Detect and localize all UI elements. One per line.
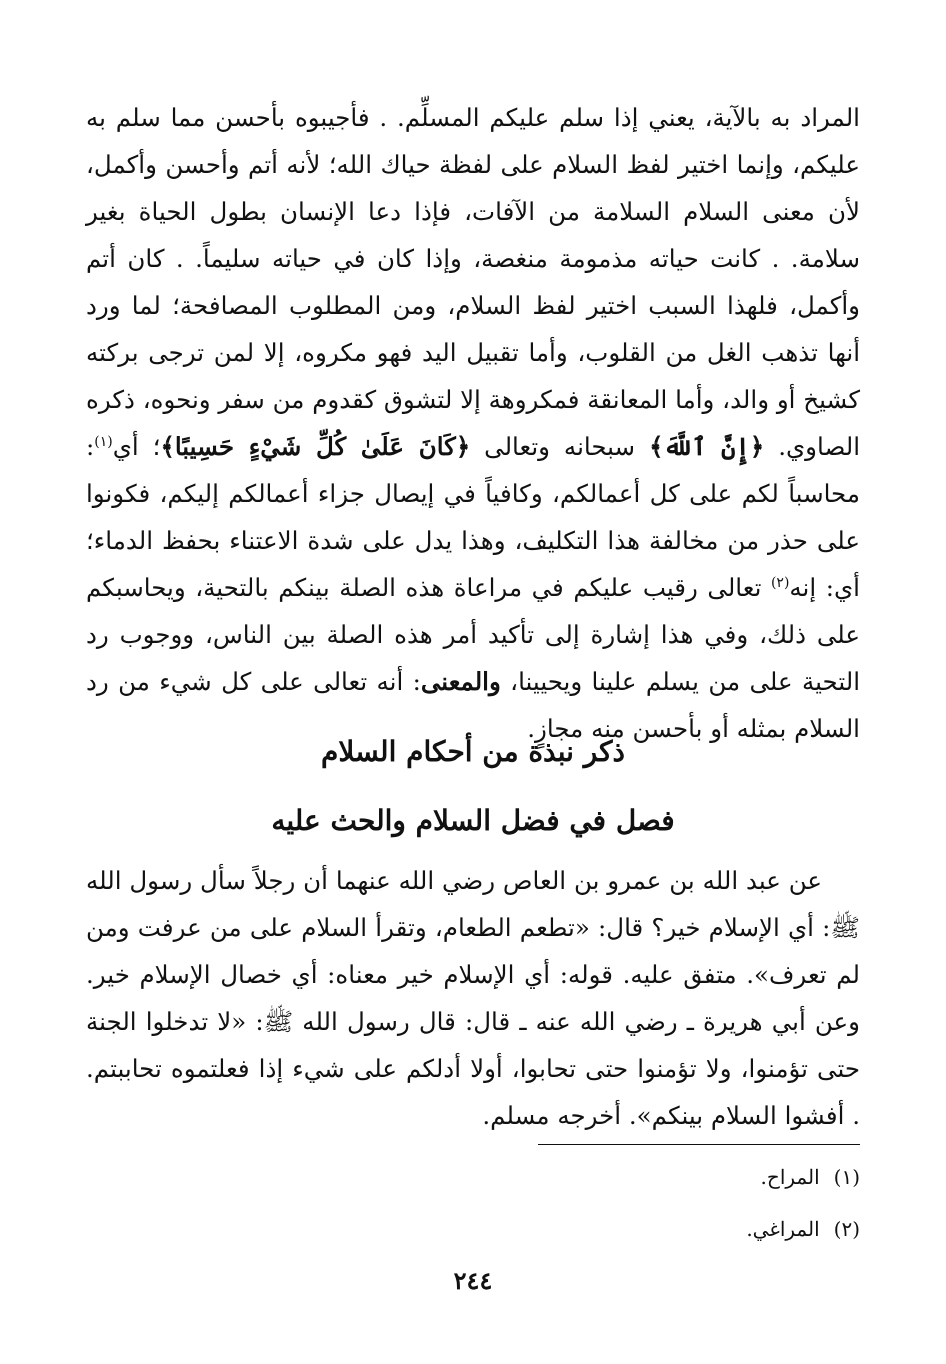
- commentary-text-5: تعالى رقيب عليكم في مراعاة هذه الصلة بينكم بالتحية، ويحاسبكم على ذلك، وفي هذا إشارة إلى تأكيد أمر هذه الصلة بين الناس، ووجوب رد التحية على من يسلم علينا ويحيينا،: [86, 573, 860, 696]
- quran-verse-hasiba: ﴿كَانَ عَلَىٰ كُلِّ شَيْءٍ حَسِيبًا﴾: [160, 432, 471, 461]
- commentary-text-1: المراد به بالآية، يعني إذا سلم عليكم المسلِّم. . فأجيبوه بأحسن مما سلم به عليكم، وإنما اختير لفظ السلام على لفظة حياك الله؛ لأنه أتم وأحسن وأكمل، لأن معنى السلام السلامة من الآفات، فإذا دعا الإنسان بطول الحياة بغير سلامة. . كانت حياته مذمومة منغصة، وإذا كان في حياته سليماً. . كان أتم وأكمل، فلهذا السبب اختير لفظ السلام، ومن المطلوب المصافحة؛ لما ورد أنها تذهب الغل من القلوب، وأما تقبيل اليد فهو مكروه، إلا لمن ترجى بركته كشيخ أو والد، وأما المعانقة فمكروهة إلا لتشوق كقدوم من سفر ونحوه، ذكره الصاوي.: [86, 103, 860, 461]
- chapter-heading: ذكر نبذة من أحكام السلام: [321, 735, 625, 768]
- footnote-1-text: المراح.: [760, 1165, 820, 1189]
- commentary-text-2: سبحانه وتعالى: [484, 432, 636, 461]
- footnote-2-text: المراغي.: [746, 1217, 820, 1241]
- footnote-ref-2: (٢): [770, 574, 790, 591]
- footnote-1: [761, 1162, 860, 1192]
- footnote-1-number: (١): [833, 1165, 860, 1189]
- paragraph-commentary: [86, 94, 860, 752]
- footnote-2-number: (٢): [833, 1217, 860, 1241]
- footnote-2: [746, 1214, 860, 1244]
- footnote-divider: [538, 1144, 860, 1145]
- paragraph-hadith: عن عبد الله بن عمرو بن العاص رضي الله عنهما أن رجلاً سأل رسول الله ﷺ: أي الإسلام خير؟ قال: «تطعم الطعام، وتقرأ السلام على من عرفت ومن لم تعرف». متفق عليه. قوله: أي الإسلام خير معناه: أي خصال الإسلام خير. وعن أبي هريرة ـ رضي الله عنه ـ قال: قال رسول الله ﷺ: «لا تدخلوا الجنة حتى تؤمنوا، ولا تؤمنوا حتى تحابوا، أولا أدلكم على شيء إذا فعلتموه تحاببتم. . أفشوا السلام بينكم». أخرجه مسلم.: [86, 866, 860, 1130]
- commentary-text-4: : محاسباً لكم على كل أعمالكم، وكافياً في إيصال جزاء أعمالكم إليكم، فكونوا على حذر من مخالفة هذا التكليف، وهذا يدل على شدة الاعتناء بحفظ الدماء؛ أي: إنه: [86, 432, 860, 602]
- section-heading: فصل في فضل السلام والحث عليه: [271, 804, 675, 837]
- footnote-ref-1: (١): [94, 433, 113, 450]
- page-number: ٢٤٤: [453, 1266, 493, 1295]
- commentary-text-3: ؛ أي: [112, 432, 161, 461]
- meaning-label: والمعنى: [420, 667, 501, 696]
- quran-verse-inna-allah: ﴿إِنَّ ٱللَّهَ﴾: [649, 432, 765, 461]
- commentary-text-6: : أنه تعالى على كل شيء من رد السلام بمثله أو بأحسن منه مجازٍ.: [86, 667, 860, 743]
